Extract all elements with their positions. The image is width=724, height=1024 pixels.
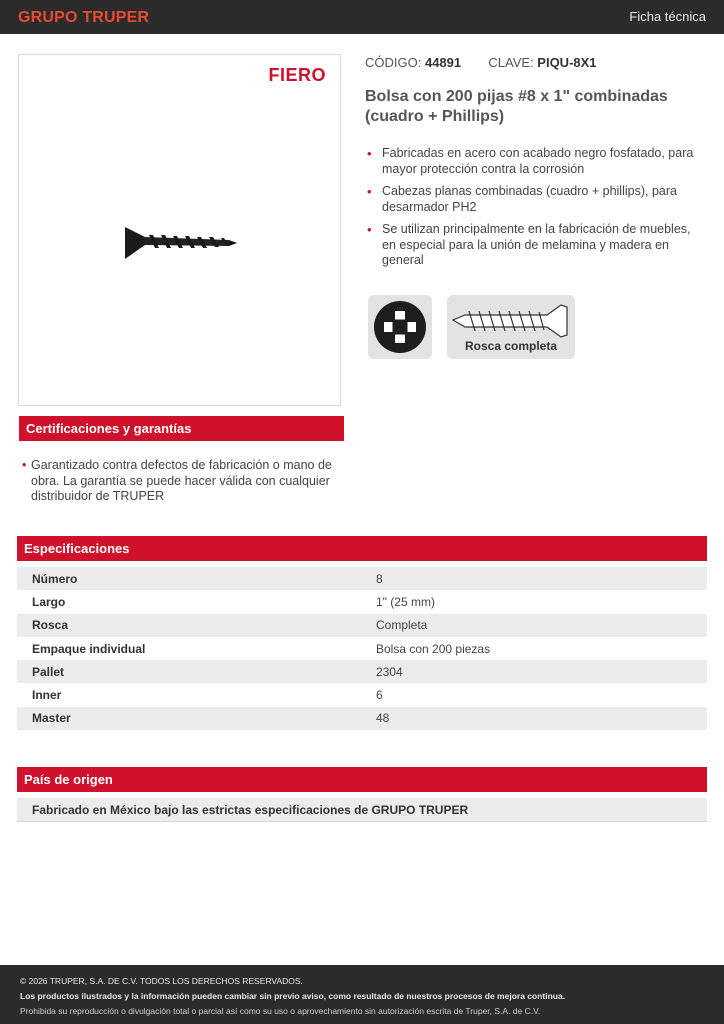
spec-value: 2304 [376,664,403,679]
spec-label: Número [32,571,78,586]
spec-label: Pallet [32,664,65,679]
certifications-heading: Certificaciones y garantías [19,416,344,441]
feature-item: • Cabezas planas combinadas (cuadro + phillips), para desarmador PH2 [367,184,697,215]
table-row [17,707,707,730]
origin-text: Fabricado en México bajo las estrictas especificaciones de GRUPO TRUPER [17,798,707,822]
product-title: Bolsa con 200 pijas #8 x 1" combinadas (cuadro + Phillips) [365,88,668,125]
spec-label: Empaque individual [32,641,146,656]
table-row [17,614,707,637]
codigo-label: CÓDIGO: [365,55,422,70]
bullet-icon: • [22,458,27,472]
spec-label: Master [32,711,71,726]
spec-label: Largo [32,594,66,609]
spec-value: 1" (25 mm) [376,594,435,609]
spec-value: Bolsa con 200 piezas [376,641,491,656]
table-row [17,590,707,613]
spec-value: 6 [376,688,383,703]
warranty-text [22,458,342,505]
top-bar [0,0,724,34]
thread-label: Rosca completa [464,339,558,353]
legal-text: Prohibida su reproducción o divulgación total o parcial así como su uso o aprovechamiento sin autorización escrita de Truper, S.A. de C.V. [20,1006,541,1016]
fiero-logo: FIERO [268,65,326,85]
table-row [17,683,707,706]
spec-label: Inner [32,688,62,703]
spec-label: Rosca [32,618,69,633]
doc-type-label: Ficha técnica [629,9,706,24]
combo-drive-head-icon [368,295,432,359]
full-thread-screw-icon [447,295,575,359]
product-codes [365,55,597,70]
origin-heading: País de origen [17,767,707,792]
disclaimer-text: Los productos ilustrados y la información pueden cambiar sin previo aviso, como resultado de nuestros procesos de mejora continua. [20,991,566,1001]
clave-label: CLAVE: [488,55,534,70]
table-row [17,637,707,660]
screw-image [119,215,259,265]
spec-value: 48 [376,711,390,726]
clave-value: PIQU-8X1 [537,55,597,70]
feature-item: • Se utilizan principalmente en la fabricación de muebles, en especial para la unión de melamina y madera en general [367,222,697,269]
page-footer [0,965,724,1024]
specifications-heading: Especificaciones [17,536,707,561]
codigo-value: 44891 [424,55,462,70]
brand-logo[interactable]: GRUPO TRUPER [18,9,150,26]
table-row [17,567,707,590]
feature-item: • Fabricadas en acero con acabado negro fosfatado, para mayor protección contra la corrosión [367,146,697,177]
specifications-table [17,567,707,730]
feature-list [367,146,697,276]
copyright-text: © 2026 TRUPER, S.A. DE C.V. TODOS LOS DERECHOS RESERVADOS. [20,976,303,986]
table-row [17,660,707,683]
spec-value: 8 [376,571,383,586]
product-image-frame [18,54,341,406]
spec-value: Completa [376,618,428,633]
warranty-text-body: Garantizado contra defectos de fabricación o mano de obra. La garantía se puede hacer válida con cualquier distribuidor de TRUPER [31,458,332,503]
